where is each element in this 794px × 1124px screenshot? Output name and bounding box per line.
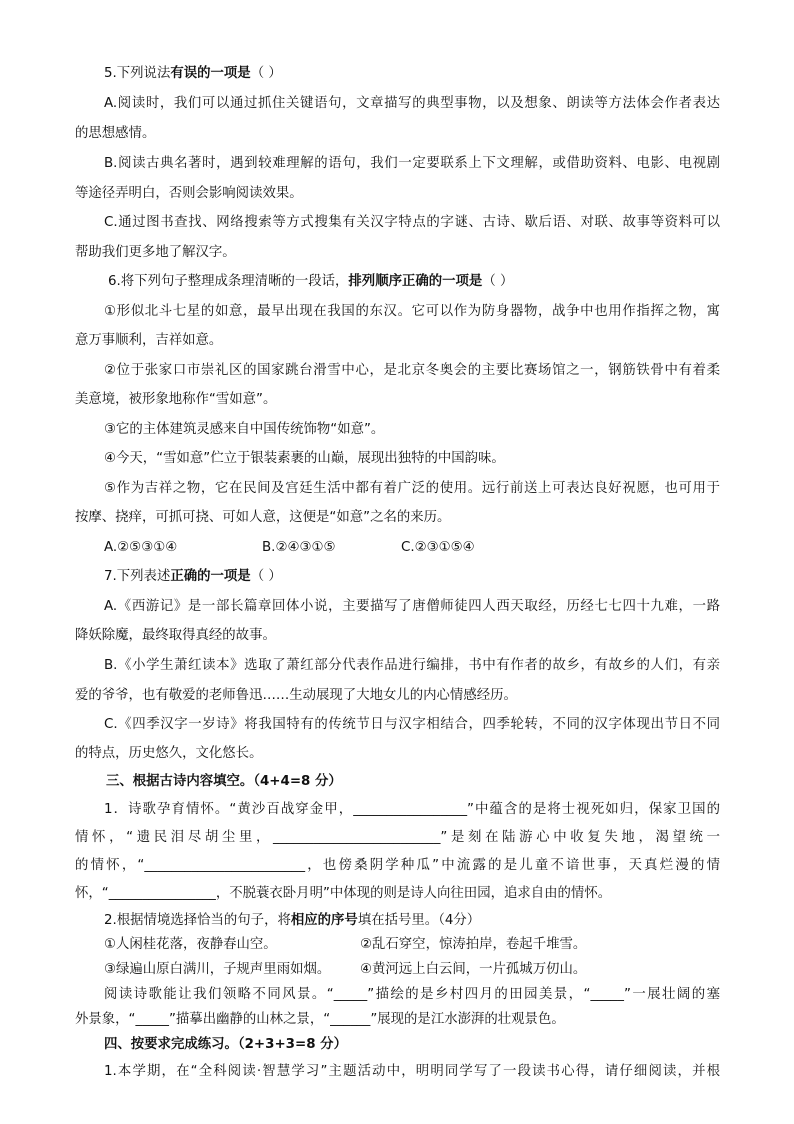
- sec3-q1-line3: 的情怀，“________________________，也傍桑阴学种瓜”中流露的是儿童不谙世事，天真烂漫的情: [75, 858, 720, 873]
- sec3-q2-passage-line2: 外景象，“_____”描摹出幽静的山林之景，“______”展现的是江水澎湃的壮观景色。: [75, 1012, 565, 1027]
- section-4-heading: 四、按要求完成练习。（2+3+3=8 分）: [104, 1037, 347, 1052]
- sec3-q1-line2: 情怀，“遗民泪尽胡尘里，_________________________”是刻在陆游心中收复失地，渴望统一: [75, 830, 720, 845]
- q6-sentence-4: ④今天，“雪如意”伫立于银装素裹的山巅，展现出独特的中国韵味。: [104, 451, 505, 466]
- q6-sentence-5-line1: ⑤作为吉祥之物，它在民间及宫廷生活中都有着广泛的使用。远行前送上可表达良好祝愿，也可用于: [104, 481, 720, 496]
- q6-sentence-2-line2: 美意境，被形象地称作“雪如意”。: [75, 392, 277, 407]
- sec3-choice-4: ④黄河远上白云间，一片孤城万仞山。: [360, 962, 587, 977]
- sec3-choice-1: ①人闲桂花落，夜静春山空。: [104, 937, 277, 952]
- q6-stem-emphasis: 排列顺序正确的一项是: [348, 274, 483, 289]
- sec3-q2-stem: [104, 911, 480, 931]
- q6-answer-blank: （ ）: [482, 274, 514, 289]
- q6-sentence-3: ③它的主体建筑灵感来自中国传统饰物“如意”。: [104, 422, 385, 437]
- sec3-q2-stem-text: 2.根据情境选择恰当的句子，将: [104, 913, 291, 928]
- sec3-q1-line4: 怀，“________________，不脱蓑衣卧月明”中体现的则是诗人向往田园，追求自由的情怀。: [75, 886, 612, 901]
- q6-sentence-5-line2: 按摩、挠痒，可抓可挠、可如人意，这便是“如意”之名的来历。: [75, 510, 451, 525]
- q7-stem-emphasis: 正确的一项是: [170, 569, 251, 584]
- q6-option-b: B.②④③①⑤: [262, 540, 336, 555]
- q6-sentence-2-line1: ②位于张家口市崇礼区的国家跳台滑雪中心，是北京冬奥会的主要比赛场馆之一，钢筋铁骨中有着柔: [104, 363, 720, 378]
- sec3-choice-2: ②乱石穿空，惊涛拍岸，卷起千堆雪。: [360, 937, 587, 952]
- q5-option-c-line1: C.通过图书查找、网络搜索等方式搜集有关汉字特点的字谜、古诗、歇后语、对联、故事等资料可以: [104, 215, 720, 230]
- sec3-q2-stem-emphasis: 相应的序号: [290, 913, 358, 928]
- q5-option-c-line2: 帮助我们更多地了解汉字。: [75, 245, 236, 260]
- sec3-q2-stem-end: 填在括号里。（4分）: [357, 913, 481, 928]
- q5-option-a-line2: 的思想感情。: [75, 126, 156, 141]
- q7-option-a-line1: A.《西游记》是一部长篇章回体小说，主要描写了唐僧师徒四人西天取经，历经七七四十九难，一路: [104, 599, 720, 614]
- q7-stem-text: 7.下列表述: [104, 569, 171, 584]
- q5-stem-text: 5.下列说法: [104, 66, 171, 81]
- q6-option-a: A.②⑤③①④: [104, 540, 178, 555]
- q5-stem-emphasis: 有误的一项是: [170, 66, 251, 81]
- sec4-q1-line1: 1.本学期，在“全科阅读·智慧学习”主题活动中，明明同学写了一段读书心得，请仔细阅读，并根: [104, 1064, 720, 1079]
- q5-option-b-line2: 等途径弄明白，否则会影响阅读效果。: [75, 186, 303, 201]
- sec3-choice-3: ③绿遍山原白满川，子规声里雨如烟。: [104, 962, 331, 977]
- q5-option-b-line1: B.阅读古典名著时，遇到较难理解的语句，我们一定要联系上下文理解，或借助资料、电影、电视剧: [104, 156, 720, 171]
- q7-option-b-line1: B.《小学生萧红读本》选取了萧红部分代表作品进行编排，书中有作者的故乡，有故乡的人们，有亲: [104, 658, 720, 673]
- q6-sentence-1-line1: ①形似北斗七星的如意，最早出现在我国的东汉。它可以作为防身器物，战争中也用作指挥之物，寓: [104, 304, 720, 319]
- q6-sentence-1-line2: 意万事顺利，吉祥如意。: [75, 333, 223, 348]
- q5-option-a-line1: A.阅读时，我们可以通过抓住关键语句，文章描写的典型事物，以及想象、朗读等方法体会作者表达: [104, 96, 720, 111]
- section-3-heading: 三、根据古诗内容填空。（4+4=8 分）: [106, 774, 342, 789]
- q7-answer-blank: （ ）: [250, 569, 282, 584]
- sec3-q2-passage-line1: 阅读诗歌能让我们领略不同风景。“_____”描绘的是乡村四月的田园美景，“_____”一展壮阔的塞: [104, 987, 720, 1002]
- q7-option-c-line2: 的特点，历史悠久，文化悠长。: [75, 746, 263, 761]
- q6-stem-text: 6.将下列句子整理成条理清晰的一段话，: [108, 274, 349, 289]
- q6-option-c: C.②③①⑤④: [401, 540, 475, 555]
- q5-stem: [104, 64, 282, 84]
- q5-answer-blank: （ ）: [250, 66, 282, 81]
- q7-option-b-line2: 爱的爷爷，也有敬爱的老师鲁迅……生动展现了大地女儿的内心情感经历。: [75, 688, 517, 703]
- q7-stem: [104, 567, 282, 587]
- q7-option-a-line2: 降妖除魔，最终取得真经的故事。: [75, 628, 276, 643]
- q7-option-c-line1: C.《四季汉字一岁诗》将我国特有的传统节日与汉字相结合，四季轮转，不同的汉字体现出节日不同: [104, 717, 720, 732]
- sec3-q1-line1: 1．诗歌孕育情怀。“黄沙百战穿金甲，_________________”中蕴含的是将士视死如归，保家卫国的: [104, 802, 720, 817]
- q6-stem: [108, 272, 513, 292]
